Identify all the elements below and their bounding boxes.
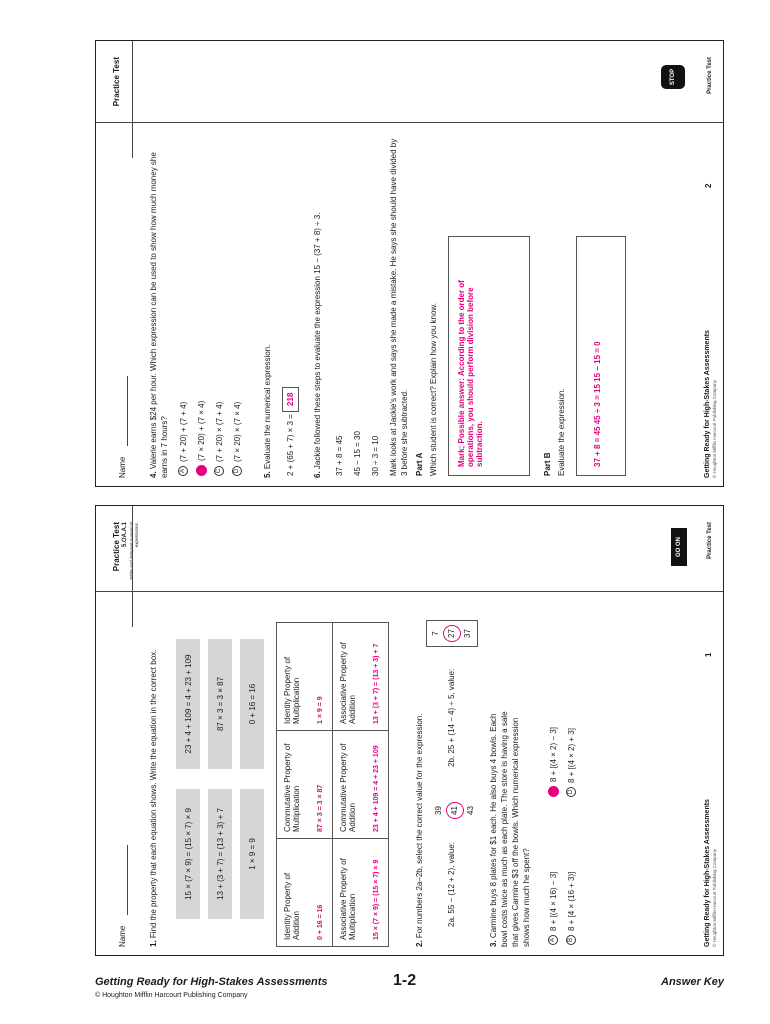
q2b-expression: 2b. 25 + (14 − 4) ÷ 5, value: [447, 668, 456, 767]
table-cell[interactable]: Commutative Property of Addition 23 + 4 + 109 = 4 + 23 + 109 [333, 731, 389, 839]
question-3: 3. Carmine buys 8 plates for $1 each. He also buys 4 bowls. Each bowl costs twice as much as each plate. The store is having a sale that gives Carmine $3 off the bowls. Which numerical expression shows how much he spent? [489, 711, 531, 947]
q4-option-a[interactable]: A (7 + 20) + (7 + 4) [178, 402, 188, 476]
page-right-divider [96, 591, 724, 592]
go-on-arrow-icon: GO ON [671, 528, 687, 566]
name-line [127, 845, 128, 915]
page-number: 2 [704, 183, 713, 188]
practice-test-tag: Practice Test [112, 522, 121, 572]
question-1: 1. Find the property that each equation shows. Write the equation in the correct box. [149, 649, 158, 947]
part-b-prompt: Evaluate the expression. [557, 388, 566, 476]
table-cell[interactable]: Identity Property of Multiplication 1 × 9 = 9 [277, 623, 333, 731]
part-b-label: Part B [543, 452, 552, 476]
answer-key-footer [95, 972, 724, 1012]
q2b-choices[interactable]: 7 27 37 [426, 620, 478, 647]
page-header [112, 516, 139, 947]
question-5: 5. Evaluate the numerical expression. [263, 344, 272, 478]
q2a-choices[interactable]: 39 41 43 [432, 802, 478, 819]
practice-test-page-2 [95, 40, 724, 487]
q2a-expression: 2a. 55 − (12 + 2), value: [447, 842, 456, 927]
q5-expression: 2 + (65 + 7) × 3 = 218 [282, 387, 299, 476]
page-right-divider [96, 122, 724, 123]
name-label: Name [118, 925, 127, 947]
choice-bubble: C [214, 466, 224, 476]
standard-code: 5.OA.A.1 [122, 522, 128, 548]
q3-option-a[interactable]: A 8 + [(4 × 16) − 3] [548, 872, 558, 945]
header-divider [132, 41, 133, 158]
choice-bubble: D [232, 466, 242, 476]
equation-tile[interactable]: 0 + 16 = 16 [240, 639, 264, 769]
footer-title: Getting Ready for High-Stakes Assessments [95, 976, 328, 988]
table-cell[interactable]: Commutative Property of Multiplication 87 × 3 = 3 × 87 [277, 731, 333, 839]
q6-step-2: 45 − 15 = 30 [353, 431, 362, 476]
choice-bubble: B [566, 935, 576, 945]
equation-tile[interactable]: 87 × 3 = 3 × 87 [208, 639, 232, 769]
choice-bubble: A [178, 466, 188, 476]
q6-step-1: 37 + 8 = 45 [335, 435, 344, 476]
question-4: 4. Valerie earns $24 per hour. Which expression can be used to show how much money she earns in 7 hours? [149, 152, 169, 478]
property-table [276, 622, 389, 947]
q4-option-b[interactable]: (7 × 20) + (7 × 4) [196, 401, 207, 476]
equation-tile[interactable]: 15 × (7 × 9) = (15 × 7) × 9 [176, 789, 200, 919]
equation-tile[interactable]: 13 + (3 + 7) = (13 + 3) + 7 [208, 789, 232, 919]
table-cell[interactable]: Identity Property of Addition 0 + 16 = 16 [277, 839, 333, 947]
part-b-answer-box[interactable]: 37 + 8 = 45 45 ÷ 3 = 15 15 − 15 = 0 [576, 236, 626, 476]
standard-desc: Write and interpret numerical expressions. [129, 522, 139, 580]
choice-bubble: D [566, 787, 576, 797]
table-cell[interactable]: Associative Property of Addition 13 + (3 + 7) = (13 + 3) + 7 [333, 623, 389, 731]
part-a-label: Part A [415, 452, 424, 476]
footer-title: Getting Ready for High-Stakes Assessments [704, 330, 711, 478]
question-2: 2. For numbers 2a–2b, select the correct value for the expression. [415, 713, 424, 947]
q6-step-3: 30 ÷ 3 = 10 [371, 435, 380, 476]
page-header [112, 51, 136, 478]
question-6: 6. Jackie followed these steps to evaluate the expression 15 − (37 + 8) ÷ 3. [313, 212, 322, 478]
q6-mark-text: Mark looks at Jackie's work and says she made a mistake. He says she should have divided by 3 before she subtracted. [389, 138, 409, 476]
part-a-prompt: Which student is correct? Explain how you know. [429, 303, 438, 476]
page-number: 1 [704, 652, 713, 657]
page-number: 1-2 [393, 972, 417, 989]
header-divider [132, 506, 133, 627]
practice-test-page-1 [95, 505, 724, 956]
q4-option-c[interactable]: C (7 + 20) × (7 + 4) [214, 402, 224, 476]
q4-option-d[interactable]: D (7 × 20) × (7 × 4) [232, 402, 242, 476]
table-cell[interactable]: Associative Property of Multiplication 15 × (7 × 9) = (15 × 7) × 9 [333, 839, 389, 947]
q5-answer-box: 218 [282, 387, 299, 412]
q3-option-d[interactable]: D 8 + [(4 × 2) + 3] [566, 728, 576, 797]
equation-tile[interactable]: 23 + 4 + 109 = 4 + 23 + 109 [176, 639, 200, 769]
practice-test-tag: Practice Test [112, 57, 121, 107]
choice-bubble: A [548, 935, 558, 945]
name-line [127, 376, 128, 446]
q3-option-b[interactable]: B 8 + [4 × (16 + 3)] [566, 872, 576, 945]
answer-key-label: Answer Key [661, 976, 724, 988]
footer-title: Getting Ready for High-Stakes Assessments [704, 799, 711, 947]
selected-bubble [548, 786, 559, 797]
footer-tag: Practice Test [707, 522, 713, 559]
footer-copyright: © Houghton Mifflin Harcourt Publishing Company [95, 992, 248, 999]
name-label: Name [118, 456, 127, 478]
part-a-answer-box[interactable]: Mark; Possible answer: According to the order of operations, you should perform division before subtraction. [448, 236, 530, 476]
footer-copyright: © Houghton Mifflin Harcourt Publishing Company [712, 379, 717, 478]
q3-option-c[interactable]: 8 + [(4 × 2) − 3] [548, 727, 559, 797]
equation-tile[interactable]: 1 × 9 = 9 [240, 789, 264, 919]
footer-tag: Practice Test [707, 57, 713, 94]
stop-sign-icon: STOP [661, 65, 685, 89]
selected-bubble [196, 465, 207, 476]
footer-copyright: © Houghton Mifflin Harcourt Publishing Company [712, 848, 717, 947]
